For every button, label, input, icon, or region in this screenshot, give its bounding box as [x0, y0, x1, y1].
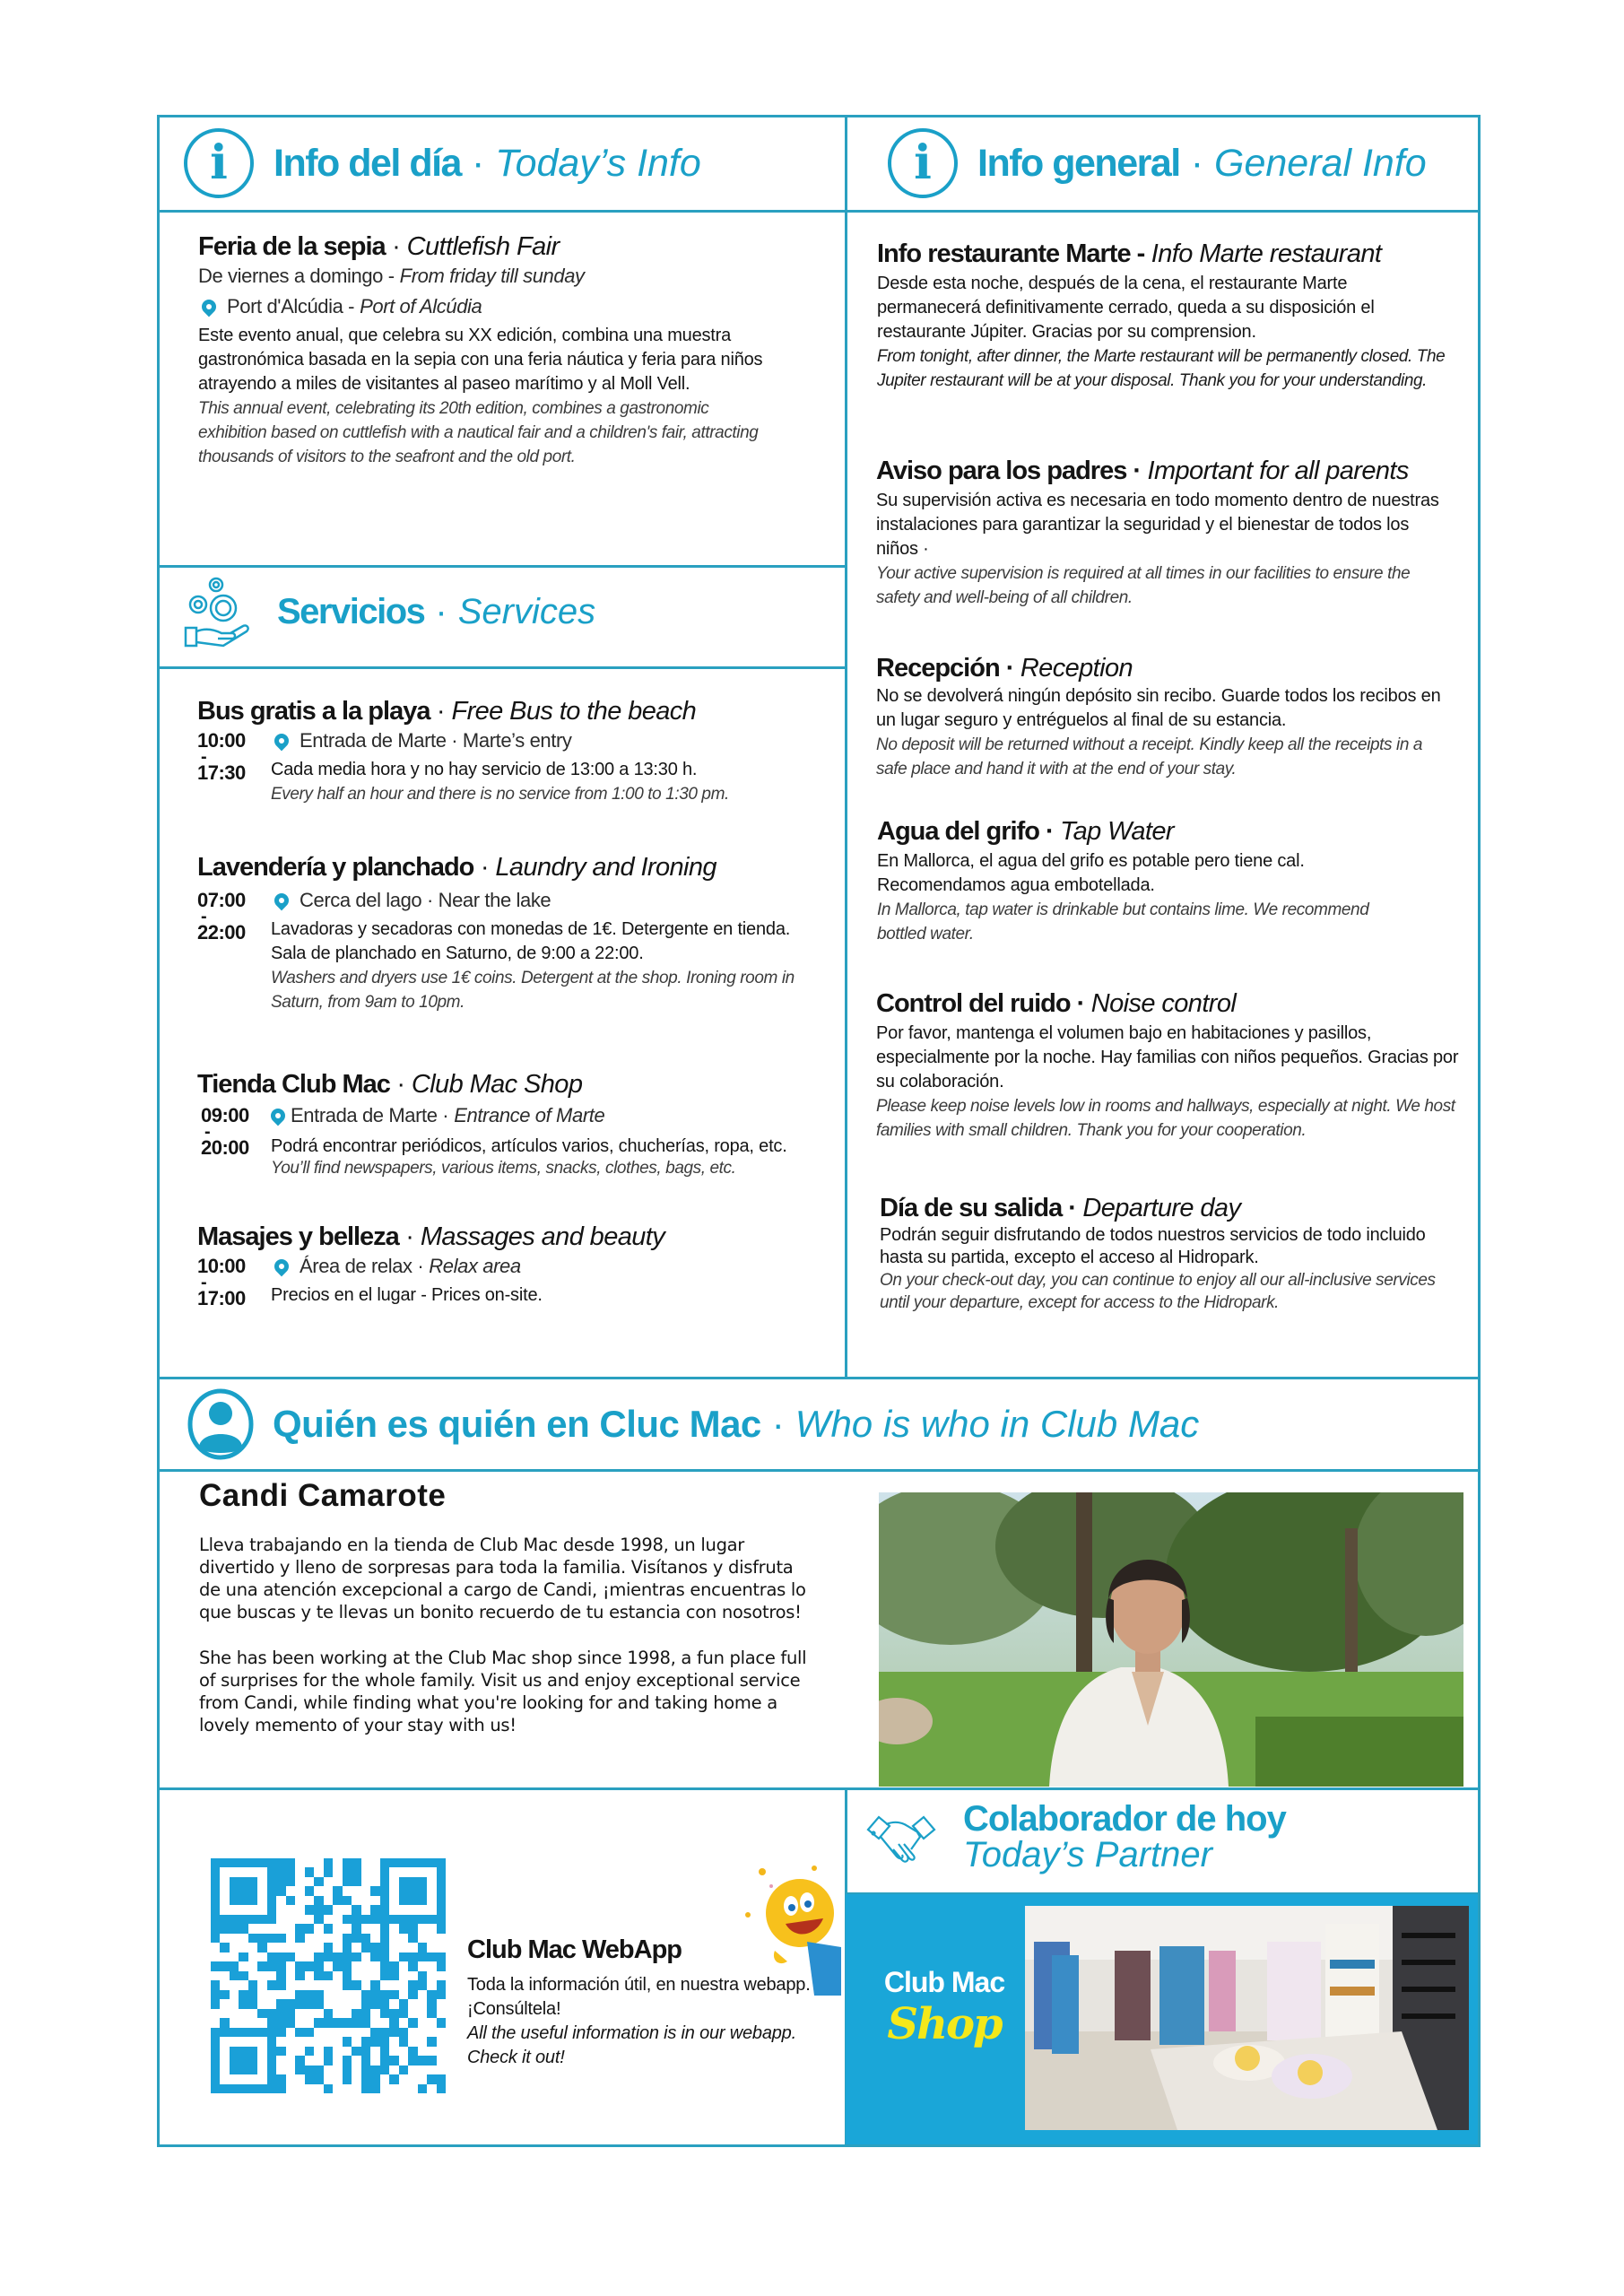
info-departure-day: Día de su salida · Departure day Podrán seguir disfrutando de todos nuestros servicios de todo incluido hasta su partida, excepto el acceso al Hidropark. On your check-out day, you can continue to enjoy all our all-inclusive services until your departure, except for access to the Hidropark. [880, 1194, 1436, 1312]
column-divider [845, 115, 847, 1379]
user-circle-icon [187, 1388, 255, 1460]
service-free-bus: Bus gratis a la playa · Free Bus to the beach 10:00 - 17:30 Entrada de Marte · Marte’s entry Cada media hora y no hay servicio de 13:00 a 13:30 h. Every half an hour and there is no service from 1:00 to 1:30 pm. [197, 696, 825, 806]
service-location: Entrada de Marte · Marte’s entry [271, 727, 825, 754]
service-title: Bus gratis a la playa · Free Bus to the beach [197, 697, 697, 726]
divider [157, 1787, 1481, 1790]
smiley-mascot-icon [735, 1861, 843, 1996]
info-circle-icon: i [888, 128, 958, 198]
profile-photo [879, 1492, 1463, 1787]
profile-name: Candi Camarote [199, 1478, 447, 1513]
event-title: Feria de la sepia · Cuttlefish Fair [198, 232, 560, 261]
info-reception: Recepción · Reception No se devolverá ningún depósito sin recibo. Guarde todos los recibos en un lugar seguro y entréguelos al final de su estancia. No deposit will be returned without a receipt. Kindly keep all the receipts in a safe place and hand it with at the end of your stay. [876, 654, 1441, 778]
service-hours: 10:00 - 17:30 [197, 728, 246, 784]
webapp-title: Club Mac WebApp [467, 1935, 682, 1964]
service-title: Lavendería y planchado · Laundry and Ironing [197, 853, 716, 882]
info-parents-notice: Aviso para los padres · Important for all parents Su supervisión activa es necesaria en todo momento dentro de nuestras instalaciones para garantizar la seguridad y el bienestar de todos los niños · Your active supervision is required at all times in our facilities to ensure the safety and well-being of all children. [876, 457, 1439, 607]
divider [157, 565, 846, 568]
service-location: Entrada de Marte · Entrance of Marte [271, 1102, 825, 1129]
gears-hand-icon [182, 574, 254, 649]
handshake-icon [866, 1813, 936, 1873]
event-description-en: This annual event, celebrating its 20th edition, combines a gastronomic exhibition based on cuttlefish with a nautical fair and a children's fair, attracting thousands of visitors to the seafront and the old port. [198, 398, 759, 466]
section-title-general-info: i Info general · General Info [888, 128, 1427, 198]
service-laundry: Lavendería y planchado · Laundry and Ironing 07:00 - 22:00 Cerca del lago · Near the lake Lavadoras y secadoras con monedas de 1€. Detergente en tienda. Sala de planchado en Saturno, de 9:00 a 22:00. Washers and dryers use 1€ coins. Detergent at the shop. Ironing room in Saturn, from 9am to 10pm. [197, 852, 825, 1014]
info-tap-water: Agua del grifo · Tap Water En Mallorca, el agua del grifo es potable pero tiene cal. Recomendamos agua embotellada. In Mallorca, tap water is drinkable but contains lime. We recommend bottled water. [877, 817, 1369, 944]
service-hours: 10:00 - 17:00 [197, 1254, 246, 1309]
location-pin-icon [272, 1256, 292, 1276]
service-location: Cerca del lago · Near the lake [271, 887, 825, 914]
event-location: Port d'Alcúdia - Port of Alcúdia [198, 293, 772, 320]
section-title-todays-info: i Info del día · Today’s Info [184, 128, 701, 198]
service-location: Área de relax · Relax area [271, 1253, 825, 1280]
divider [157, 1469, 1481, 1472]
service-hours: 09:00 - 20:00 [201, 1103, 249, 1159]
divider [157, 666, 846, 669]
location-pin-icon [272, 730, 292, 751]
partner-shop-photo [1025, 1906, 1469, 2130]
divider [157, 1377, 1481, 1379]
section-title-who-is-who: Quién es quién en Cluc Mac · Who is who in Club Mac [187, 1388, 1199, 1460]
service-massages: Masajes y belleza · Massages and beauty 10:00 - 17:00 Área de relax · Relax area Precios en el lugar - Prices on-site. [197, 1222, 825, 1312]
info-circle-icon: i [184, 128, 254, 198]
event-cuttlefish-fair [198, 231, 772, 469]
section-title-services: Servicios · Services [182, 574, 595, 649]
profile-bio-es: Lleva trabajando en la tienda de Club Mac desde 1998, un lugar divertido y lleno de sorpresas para toda la familia. Visítanos y disfruta de una atención excepcional a cargo de Candi, ¡mientras encuentras lo que buscas y te llevas un bonito recuerdo de tu estancia con nosotros! [199, 1535, 806, 1622]
info-noise-control: Control del ruido · Noise control Por favor, mantenga el volumen bajo en habitaciones y pasillos, especialmente por la noche. Hay familias con niños pequeños. Gracias por su colaboración. Please keep noise levels low in rooms and hallways, especially at night. We host families with small children. Thank you for your cooperation. [876, 989, 1459, 1140]
profile-bio-en: She has been working at the Club Mac shop since 1998, a fun place full of surprises for the whole family. Visit us and enjoy exceptional service from Candi, while finding what you're looking for and taking home a lovely memento of your stay with us! [199, 1648, 807, 1735]
webapp-promo: Club Mac WebApp Toda la información útil, en nuestra webapp. ¡Consúltela! All the useful information is in our webapp. Check it out! [467, 1935, 826, 2070]
event-description-es: Este evento anual, que celebra su XX edición, combina una muestra gastronómica basada en la sepia con una feria náutica y feria para niños atrayendo a miles de visitantes al paseo marítimo y al Moll Vell. [198, 325, 763, 394]
location-pin-icon [199, 296, 220, 317]
event-dates: De viernes a domingo - From friday till sunday [198, 264, 585, 287]
divider [157, 210, 1481, 213]
service-title: Tienda Club Mac · Club Mac Shop [197, 1070, 583, 1099]
profile-text [199, 1478, 809, 1736]
qr-code-icon[interactable] [211, 1858, 446, 2093]
service-hours: 07:00 - 22:00 [197, 888, 246, 944]
service-title: Masajes y belleza · Massages and beauty [197, 1222, 665, 1251]
info-marte-restaurant: Info restaurante Marte - Info Marte restaurant Desde esta noche, después de la cena, el restaurante Marte permanecerá definitivamente cerrado, queda a su disposición el restaurante Júpiter. Gracias por su comprension. From tonight, after dinner, the Marte restaurant will be permanently closed. The Jupiter restaurant will be at your disposal. Thank you for your understanding. [877, 239, 1446, 390]
service-shop: Tienda Club Mac · Club Mac Shop 09:00 - 20:00 Entrada de Marte · Entrance of Marte Podrá encontrar periódicos, artículos varios, chucherías, ropa, etc. You’ll find newspapers, various items, snacks, clothes, bags, etc. [197, 1069, 825, 1178]
club-mac-shop-logo: Club Mac Shop [883, 1966, 1005, 2049]
section-title-partner: Colaborador de hoy Today’s Partner [866, 1801, 1286, 1873]
location-pin-icon [272, 890, 292, 910]
location-pin-icon [268, 1105, 289, 1126]
